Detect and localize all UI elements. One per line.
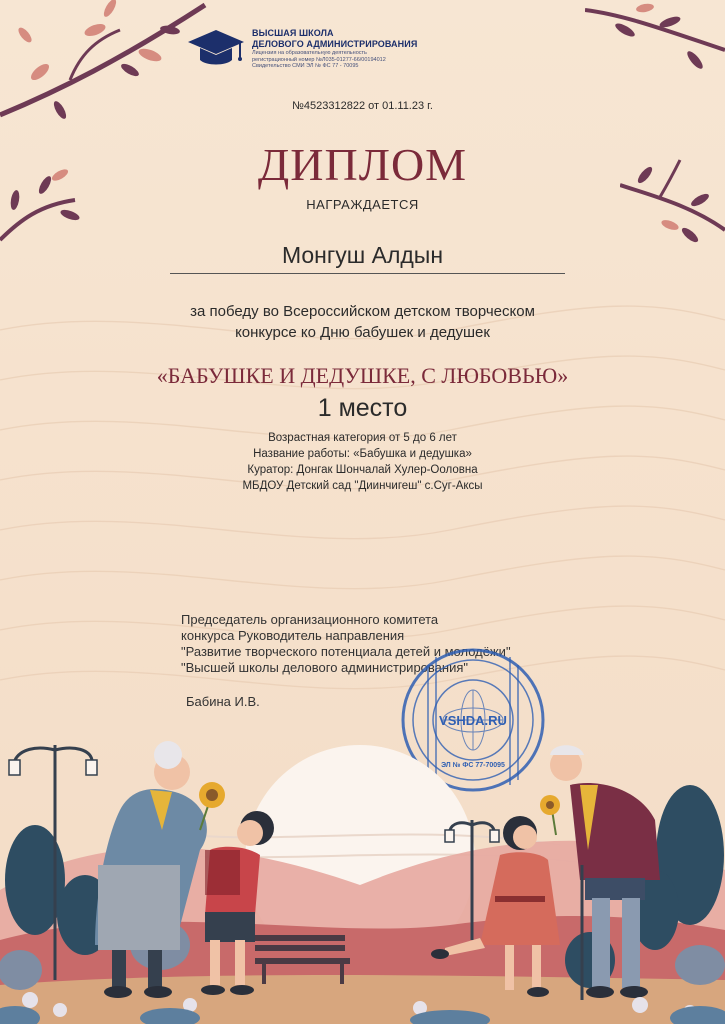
institution: МБДОУ Детский сад "Диинчигеш" с.Суг-Аксы [242,480,483,492]
award-reason [0,301,725,343]
signature-line3: "Развитие творческого потенциала детей и молодёжи" [181,644,511,659]
awarded-label: НАГРАЖДАЕТСЯ [306,197,419,212]
diploma-title: ДИПЛОМ [257,139,468,190]
license-line2: регистрационный номер №Л035-01277-66/00194012 [252,56,386,63]
sunflower-left [199,782,225,830]
work-title: Название работы: «Бабушка и дедушка» [253,448,472,460]
signature-line4: "Высшей школы делового администрирования" [181,660,468,675]
reason-line2: конкурсе ко Дню бабушек и дедушек [235,324,490,341]
signature-line2: конкурса Руководитель направления [181,628,405,643]
stamp-number-text: ЭЛ № ФС 77-70095 [441,762,505,769]
signature-line1: Председатель организационного комитета [181,612,439,627]
age-category: Возрастная категория от 5 до 6 лет [268,432,457,444]
license-line1: Лицензия на образовательную деятельность [252,50,367,56]
license-line3: Свидетельство СМИ ЭЛ № ФС 77 - 70095 [252,63,359,69]
logo-name-line1: ВЫСШАЯ ШКОЛА [252,28,334,38]
recipient-name: Монгуш Алдын [281,242,444,268]
name-underline [170,273,565,274]
signer-name: Бабина И.В. [186,694,260,709]
stamp-center-text: VSHDA.RU [439,713,507,728]
organization-logo [186,28,417,72]
participant-details [0,430,725,494]
top-right-branch-decoration [585,0,725,80]
logo-text-block [252,28,417,70]
curator: Куратор: Донгак Шончалай Хулер-Ооловна [247,464,478,476]
contest-title: «БАБУШКЕ И ДЕДУШКЕ, С ЛЮБОВЬЮ» [156,363,569,388]
sunflower-right [540,795,560,835]
certificate-number: №4523312822 от 01.11.23 г. [292,100,433,112]
reason-line1: за победу во Всероссийском детском творческом [190,303,535,320]
graduation-cap-icon [186,28,246,72]
place-label: 1 место [317,394,408,422]
logo-name-line2: ДЕЛОВОГО АДМИНИСТРИРОВАНИЯ [252,39,418,49]
grandparents-park-illustration [0,700,725,1024]
